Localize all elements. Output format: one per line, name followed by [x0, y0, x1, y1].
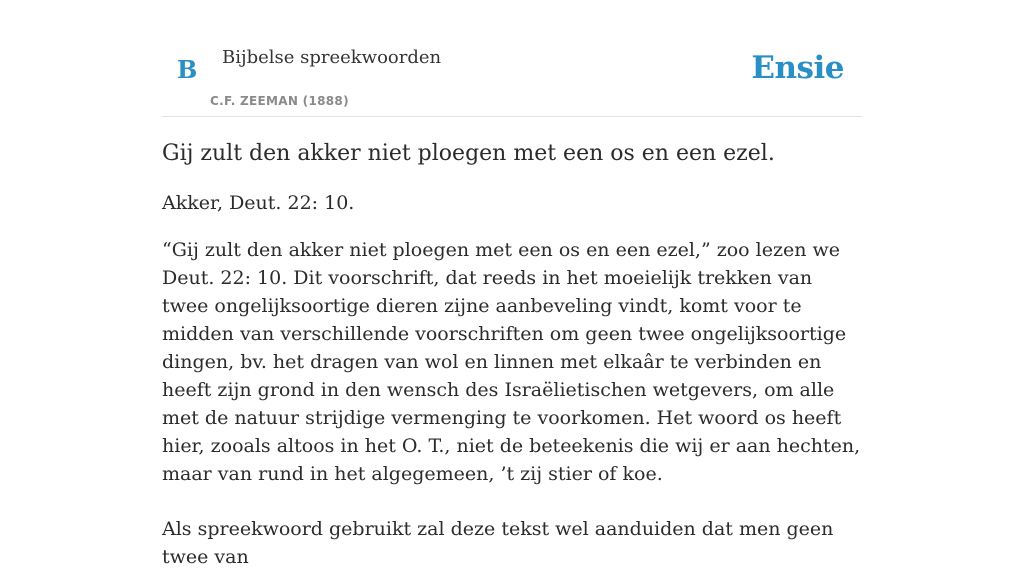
entry-reference: Akker, Deut. 22: 10. — [162, 192, 355, 214]
entry-title: Gij zult den akker niet ploegen met een os en een ezel. — [162, 141, 775, 166]
entry-paragraph-2: Als spreekwoord gebruikt zal deze tekst wel aanduiden dat men geen twee van — [162, 518, 834, 568]
header — [162, 0, 862, 117]
entry-content — [162, 138, 862, 571]
brand-logo[interactable]: Ensie — [751, 50, 844, 86]
book-title[interactable]: Bijbelse spreekwoorden — [222, 47, 442, 68]
entry-paragraph-1: “Gij zult den akker niet ploegen met een os en een ezel,” zoo lezen we Deut. 22: 10. Dit voorschrift, dat reeds in het moeielijk trekken van twee ongelijksoortige dieren zijne aanbeveling vindt, komt voor te midden van verschillende voorschriften om geen twee ongelijksoortige dingen, bv. het dragen van wol en linnen met elkaâr te verbinden en heeft zijn grond in den wensch des Israëlietischen wetgevers, om alle met de natuur strijdige vermenging te voorkomen. Het woord os heeft hier, zooals altoos in het O. T., niet de beteekenis die wij er aan hechten, maar van rund in het algegemeen, ’t zij stier of koe. — [162, 239, 861, 485]
book-author: C.F. ZEEMAN (1888) — [210, 94, 349, 108]
book-badge[interactable]: B — [177, 55, 198, 84]
